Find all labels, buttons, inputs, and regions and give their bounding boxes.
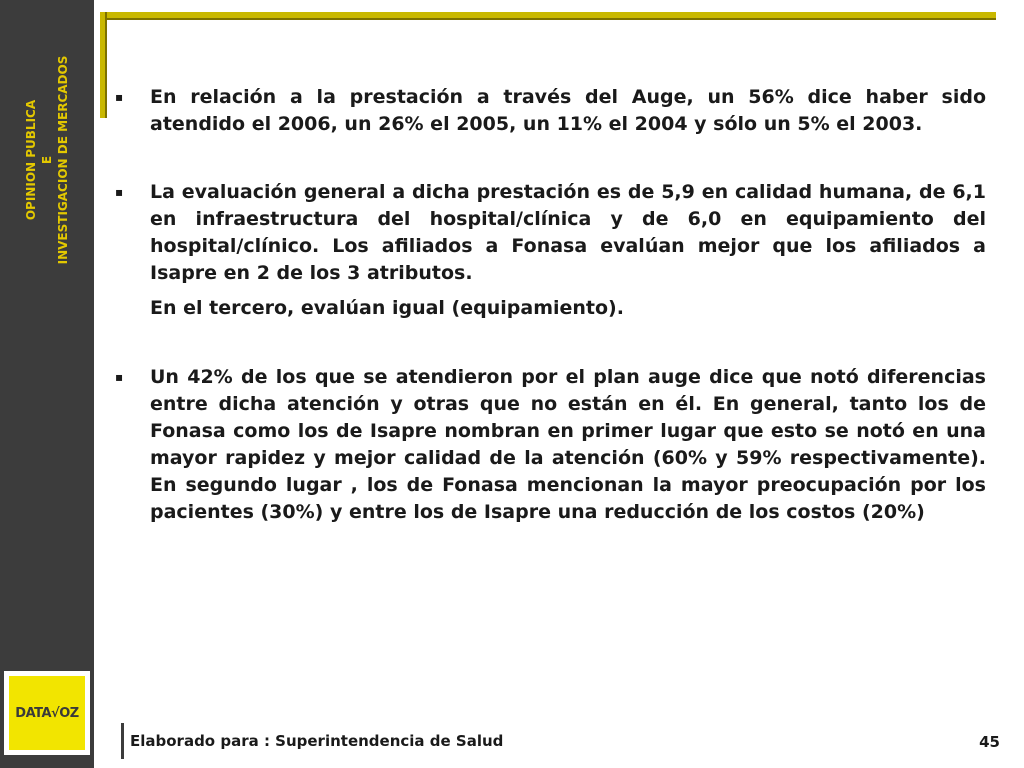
bullet-square-icon: ▪ bbox=[115, 185, 124, 199]
slide-content bbox=[115, 84, 986, 526]
sidebar bbox=[0, 0, 94, 768]
sidebar-line-2: E bbox=[40, 155, 54, 165]
page-number: 45 bbox=[979, 733, 1000, 751]
bullet-text-continuation: En el tercero, evalúan igual (equipamiento). bbox=[150, 297, 624, 319]
bullet-text: La evaluación general a dicha prestación es de 5,9 en calidad humana, de 6,1 en infraestructura del hospital/clínica y de 6,0 en equipamiento del hospital/clínico. Los afiliados a Fonasa evalúan mejor que los afiliados a Isapre en 2 de los 3 atributos. bbox=[150, 181, 986, 284]
sidebar-vertical-title bbox=[23, 56, 71, 265]
bullet-item bbox=[115, 364, 986, 526]
bullet-square-icon: ▪ bbox=[115, 370, 124, 384]
footer-divider bbox=[121, 723, 124, 759]
sidebar-line-3: INVESTIGACION DE MERCADOS bbox=[56, 55, 70, 265]
top-decorative-line bbox=[103, 12, 996, 20]
logo-text: DATA√OZ bbox=[15, 706, 79, 721]
logo-background bbox=[9, 676, 85, 750]
bullet-item bbox=[115, 84, 986, 138]
footer-credit: Elaborado para : Superintendencia de Salud bbox=[130, 732, 504, 750]
bullet-square-icon: ▪ bbox=[115, 90, 124, 104]
bullet-text: Un 42% de los que se atendieron por el plan auge dice que notó diferencias entre dicha atención y otras que no están en él. En general, tanto los de Fonasa como los de Isapre nombran en primer lugar que esto se notó en una mayor rapidez y mejor calidad de la atención (60% y 59% respectivamente). En segundo lugar , los de Fonasa mencionan la mayor preocupación por los pacientes (30%) y entre los de Isapre una reducción de los costos (20%) bbox=[150, 366, 986, 523]
bullet-item bbox=[115, 179, 986, 322]
datavoz-logo bbox=[4, 671, 90, 755]
sidebar-line-1: OPINION PUBLICA bbox=[24, 99, 38, 221]
left-decorative-line bbox=[100, 12, 107, 118]
bullet-text: En relación a la prestación a través del Auge, un 56% dice haber sido atendido el 2006, un 26% el 2005, un 11% el 2004 y sólo un 5% el 2003. bbox=[150, 86, 986, 135]
